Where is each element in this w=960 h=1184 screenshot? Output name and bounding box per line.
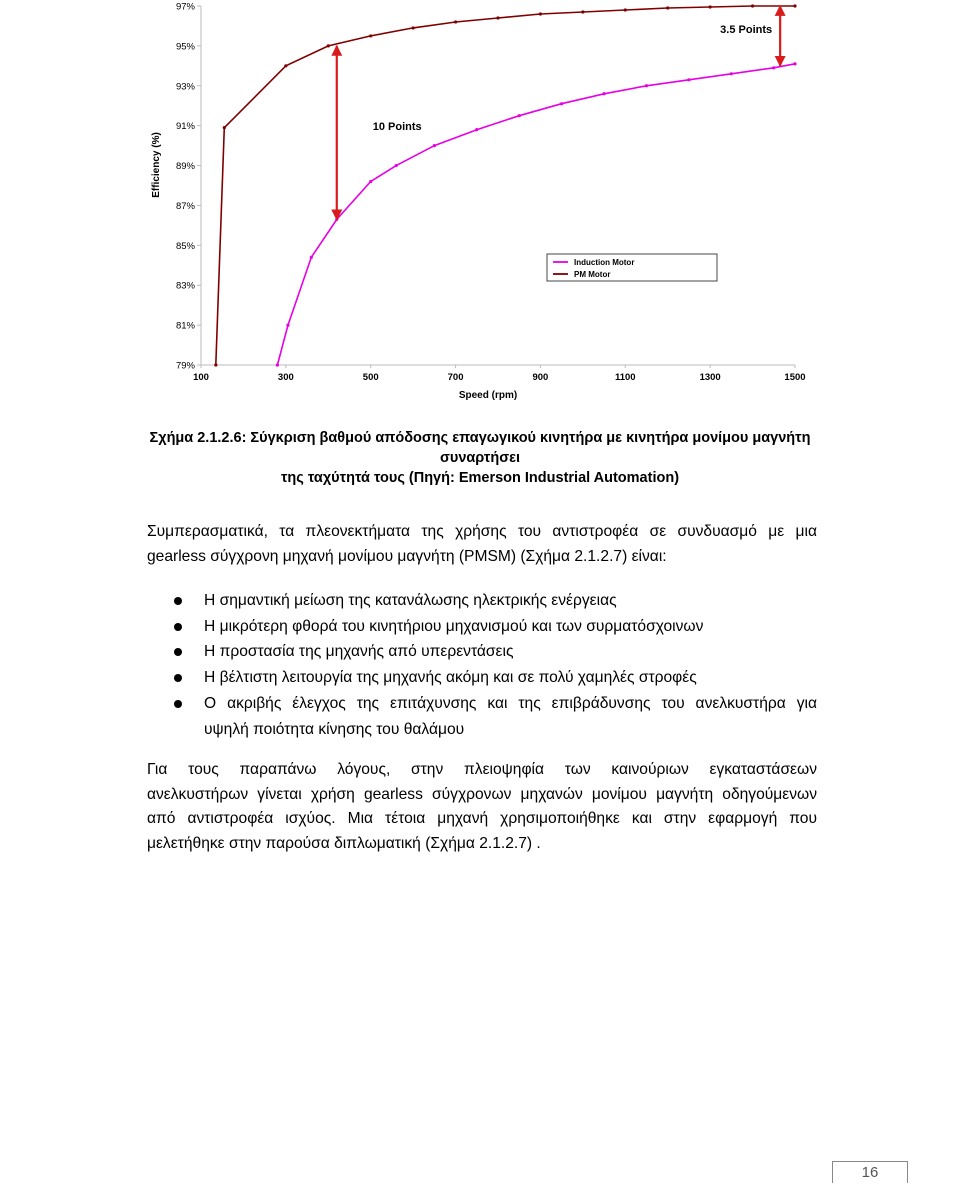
x-tick-label: 500 bbox=[362, 372, 379, 383]
data-point bbox=[475, 128, 478, 131]
conclusion-paragraph bbox=[147, 758, 817, 857]
x-tick-label: 900 bbox=[532, 372, 549, 383]
list-item: Η μικρότερη φθορά του κινητήριου μηχανισμού και των συρματόσχοινων bbox=[147, 614, 817, 640]
x-tick-label: 1300 bbox=[699, 372, 721, 383]
data-point bbox=[560, 102, 563, 105]
outro-line-1: Για τους παραπάνω λόγους, στην πλειοψηφία των καινούριων εγκαταστάσεων bbox=[147, 761, 817, 778]
list-item: Η προστασία της μηχανής από υπερεντάσεις bbox=[147, 639, 817, 665]
y-tick-label: 93% bbox=[175, 81, 195, 93]
y-tick-label: 91% bbox=[175, 121, 195, 133]
bullet-icon bbox=[174, 623, 182, 631]
y-tick-label: 81% bbox=[175, 320, 195, 332]
data-point bbox=[793, 4, 796, 7]
x-tick-label: 300 bbox=[277, 372, 294, 383]
data-point bbox=[454, 20, 457, 23]
data-point bbox=[518, 114, 521, 117]
data-point bbox=[369, 34, 372, 37]
data-point bbox=[602, 92, 605, 95]
data-point bbox=[433, 144, 436, 147]
figure-caption bbox=[110, 428, 850, 488]
annotation-label: 10 Points bbox=[372, 121, 422, 133]
intro-paragraph bbox=[147, 520, 817, 569]
data-point bbox=[223, 126, 226, 129]
data-point bbox=[369, 180, 372, 183]
y-tick-label: 85% bbox=[175, 240, 195, 252]
outro-line-2: ανελκυστήρων γίνεται χρήση gearless σύγχρονων μηχανών μονίμου μαγνήτη οδηγούμενων bbox=[147, 785, 817, 803]
intro-line-2: gearless σύγχρονη μηχανή μονίμου μαγνήτη (PMSM) (Σχήμα 2.1.2.7) είναι: bbox=[147, 547, 667, 565]
x-tick-label: 100 bbox=[193, 372, 209, 383]
data-point bbox=[286, 324, 289, 327]
data-point bbox=[214, 363, 217, 366]
legend-label: Induction Motor bbox=[574, 258, 635, 267]
x-axis-title: Speed (rpm) bbox=[458, 390, 518, 401]
outro-line-4: μελετήθηκε στην παρούσα διπλωματική (Σχήμα 2.1.2.7) . bbox=[147, 835, 541, 853]
bullet-icon bbox=[174, 700, 182, 708]
y-tick-label: 95% bbox=[175, 41, 195, 53]
intro-line-1: Συμπερασματικά, τα πλεονεκτήματα της χρήσης του αντιστροφέα σε συνδυασμό με μια bbox=[147, 523, 817, 540]
data-point bbox=[581, 10, 584, 13]
list-item: Ο ακριβής έλεγχος της επιτάχυνσης και της επιβράδυνσης του ανελκυστήρα για υψηλή ποιότητα κίνησης του θαλάμου bbox=[147, 691, 817, 742]
y-tick-label: 79% bbox=[175, 360, 195, 372]
data-point bbox=[772, 66, 775, 69]
page-number: 16 bbox=[832, 1161, 908, 1183]
data-point bbox=[645, 84, 648, 87]
data-point bbox=[793, 62, 796, 65]
y-tick-label: 87% bbox=[175, 200, 195, 212]
y-tick-label: 97% bbox=[175, 1, 195, 13]
data-point bbox=[310, 256, 313, 259]
list-item: Η σημαντική μείωση της κατανάλωσης ηλεκτρικής ενέργειας bbox=[147, 588, 817, 614]
y-tick-label: 83% bbox=[175, 280, 195, 292]
bullet-icon bbox=[174, 597, 182, 605]
advantages-list bbox=[147, 588, 817, 742]
data-point bbox=[284, 64, 287, 67]
caption-line-2: της ταχύτητά τους (Πηγή: Emerson Industrial Automation) bbox=[280, 470, 680, 486]
legend-label: PM Motor bbox=[574, 270, 611, 279]
x-tick-label: 1500 bbox=[784, 372, 806, 383]
data-point bbox=[666, 6, 669, 9]
series-line-induction-motor bbox=[277, 64, 795, 365]
x-tick-label: 1100 bbox=[614, 372, 636, 383]
outro-line-3: από αντιστροφέα ισχύος. Μια τέτοια μηχανή χρησιμοποιήθηκε και στην εφαρμογή που bbox=[147, 810, 817, 828]
data-point bbox=[751, 4, 754, 7]
data-point bbox=[709, 5, 712, 8]
bullet-icon bbox=[174, 674, 182, 682]
data-point bbox=[687, 78, 690, 81]
caption-line-1: Σχήμα 2.1.2.6: Σύγκριση βαθμού απόδοσης επαγωγικού κινητήρα με κινητήρα μονίμου μαγνήτη συναρτήσει bbox=[149, 430, 811, 466]
data-point bbox=[412, 26, 415, 29]
data-point bbox=[395, 164, 398, 167]
x-tick-label: 700 bbox=[447, 372, 464, 383]
data-point bbox=[624, 8, 627, 11]
data-point bbox=[276, 363, 279, 366]
data-point bbox=[327, 44, 330, 47]
annotation-label: 3.5 Points bbox=[720, 24, 773, 36]
y-axis-title: Efficiency (%) bbox=[151, 132, 162, 198]
bullet-icon bbox=[174, 648, 182, 656]
series-line-pm-motor bbox=[216, 6, 795, 365]
data-point bbox=[730, 72, 733, 75]
data-point bbox=[539, 12, 542, 15]
data-point bbox=[496, 16, 499, 19]
efficiency-chart bbox=[140, 0, 820, 410]
y-tick-label: 89% bbox=[175, 161, 195, 173]
list-item: Η βέλτιστη λειτουργία της μηχανής ακόμη και σε πολύ χαμηλές στροφές bbox=[147, 665, 817, 691]
